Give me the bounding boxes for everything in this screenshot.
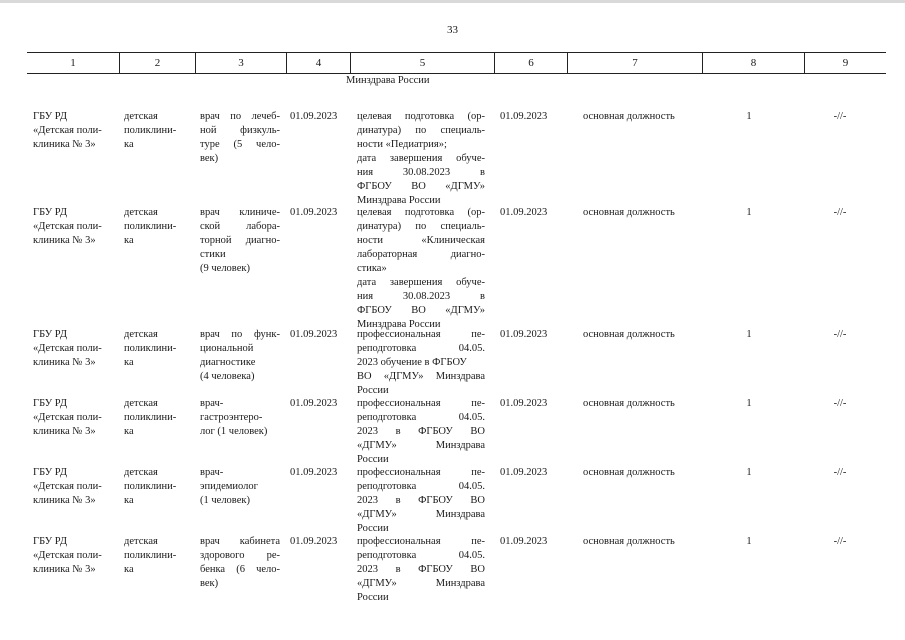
cell-line: врач клиниче- <box>200 207 280 218</box>
cell-line: клиника № 3» <box>33 426 96 437</box>
page-top-edge <box>0 0 905 3</box>
cell-line: ГБУ РД <box>33 329 68 340</box>
cell-line: целевая подготовка (ор- <box>357 111 485 122</box>
cell-line: «ДГМУ» Минздрава <box>357 440 485 451</box>
cell-line: профессиональная пе- <box>357 467 485 478</box>
cell-line: профессиональная пе- <box>357 536 485 547</box>
cell-col-4: 01.09.2023 <box>290 536 338 547</box>
cell-line: ка <box>124 235 134 246</box>
cell-line: (1 человек) <box>200 495 250 506</box>
cell-col-2 <box>124 466 184 508</box>
cell-line: диагностике <box>200 357 256 368</box>
cell-line: 2023 в ФГБОУ ВО <box>357 495 485 506</box>
cell-line: детская <box>124 467 158 478</box>
cell-line: Минздрава России <box>357 195 441 206</box>
cell-line: ка <box>124 357 134 368</box>
cell-col-2 <box>124 397 184 439</box>
header-col-2: 2 <box>119 53 195 73</box>
cell-col-5 <box>357 328 485 398</box>
cell-col-2 <box>124 535 184 577</box>
cell-col-8: 1 <box>746 467 752 478</box>
cell-line: век) <box>200 153 219 164</box>
cell-line: (9 человек) <box>200 263 250 274</box>
cell-line: «ДГМУ» Минздрава <box>357 578 485 589</box>
cell-col-1 <box>33 535 119 577</box>
cell-line: дата завершения обуче- <box>357 277 485 288</box>
cell-line: ГБУ РД <box>33 398 68 409</box>
cell-col-8: 1 <box>746 207 752 218</box>
cell-line: ка <box>124 495 134 506</box>
cell-line: «Детская поли- <box>33 550 102 561</box>
cell-line: клиника № 3» <box>33 564 96 575</box>
cell-line: клиника № 3» <box>33 235 96 246</box>
cell-line: ка <box>124 139 134 150</box>
cell-line: поликлини- <box>124 343 177 354</box>
cell-line: «Детская поли- <box>33 412 102 423</box>
cell-col-7: основная должность <box>583 207 675 218</box>
cell-col-7: основная должность <box>583 329 675 340</box>
cell-line: эпидемиолог <box>200 481 258 492</box>
cell-col-6: 01.09.2023 <box>500 536 548 547</box>
cell-col-1 <box>33 466 119 508</box>
cell-line: дата завершения обуче- <box>357 153 485 164</box>
header-col-1: 1 <box>70 57 76 69</box>
table-header <box>27 52 886 74</box>
cell-line: профессиональная пе- <box>357 398 485 409</box>
cell-line: клиника № 3» <box>33 357 96 368</box>
cell-line: клиника № 3» <box>33 495 96 506</box>
cell-line: детская <box>124 536 158 547</box>
cell-line: ния 30.08.2023 в <box>357 291 485 302</box>
cell-line: врач- <box>200 467 224 478</box>
cell-line: профессиональная пе- <box>357 329 485 340</box>
cell-col-8: 1 <box>746 329 752 340</box>
cell-line: 2023 в ФГБОУ ВО <box>357 564 485 575</box>
cell-line: бенка (6 чело- <box>200 564 280 575</box>
cell-line: стика» <box>357 263 387 274</box>
cell-line: реподготовка 04.05. <box>357 343 485 354</box>
cell-col-2 <box>124 206 184 248</box>
cell-line: ГБУ РД <box>33 207 68 218</box>
cell-col-6: 01.09.2023 <box>500 467 548 478</box>
header-col-7: 7 <box>567 53 702 73</box>
cell-line: детская <box>124 111 158 122</box>
cell-line: ности «Педиатрия»; <box>357 139 447 150</box>
cell-line: ка <box>124 564 134 575</box>
cell-col-2 <box>124 328 184 370</box>
cell-col-2 <box>124 110 184 152</box>
cell-col-1 <box>33 206 119 248</box>
cell-line: торной диагно- <box>200 235 280 246</box>
cell-col-7: основная должность <box>583 536 675 547</box>
cell-line: 2023 обучение в ФГБОУ <box>357 357 467 368</box>
cell-line: целевая подготовка (ор- <box>357 207 485 218</box>
header-col-4: 4 <box>286 53 350 73</box>
cell-line: России <box>357 385 389 396</box>
cell-line: 2023 в ФГБОУ ВО <box>357 426 485 437</box>
cell-line: «ДГМУ» Минздрава <box>357 509 485 520</box>
cell-line: ГБУ РД <box>33 536 68 547</box>
cell-line: «Детская поли- <box>33 481 102 492</box>
cell-line: (4 человека) <box>200 371 255 382</box>
cell-col-4: 01.09.2023 <box>290 398 338 409</box>
cell-line: лог (1 человек) <box>200 426 268 437</box>
cell-line: реподготовка 04.05. <box>357 412 485 423</box>
cell-col-9: -//- <box>833 329 847 340</box>
cell-line: «Детская поли- <box>33 125 102 136</box>
cell-line: врач- <box>200 398 224 409</box>
cell-line: стики <box>200 249 226 260</box>
cell-line: детская <box>124 398 158 409</box>
cell-col-5 <box>357 535 485 605</box>
cell-line: реподготовка 04.05. <box>357 481 485 492</box>
cell-col-6: 01.09.2023 <box>500 398 548 409</box>
cell-col-8: 1 <box>746 536 752 547</box>
cell-line: врач по лечеб- <box>200 111 280 122</box>
cell-line: динатура) по специаль- <box>357 221 485 232</box>
cell-col-5 <box>357 397 485 467</box>
cell-col-7: основная должность <box>583 467 675 478</box>
cell-col-4: 01.09.2023 <box>290 111 338 122</box>
cell-line: врач по функ- <box>200 329 280 340</box>
cell-line: ГБУ РД <box>33 467 68 478</box>
cell-line: врач кабинета <box>200 536 280 547</box>
header-col-5: 5 <box>350 53 494 73</box>
cell-line: циональной <box>200 343 254 354</box>
cell-line: ности «Клиническая <box>357 235 485 246</box>
cell-line: «Детская поли- <box>33 221 102 232</box>
cell-line: России <box>357 592 389 603</box>
cell-col-3 <box>200 466 280 508</box>
cell-col-5 <box>357 206 485 332</box>
cell-col-9: -//- <box>833 398 847 409</box>
cell-line: Минздрава России <box>357 319 441 330</box>
cell-col-1 <box>33 110 119 152</box>
cell-col-4: 01.09.2023 <box>290 207 338 218</box>
cell-line: лабораторная диагно- <box>357 249 485 260</box>
cell-col-9: -//- <box>833 111 847 122</box>
cell-line: ской лабора- <box>200 221 280 232</box>
cell-col-3 <box>200 535 280 591</box>
cell-line: туре (5 чело- <box>200 139 280 150</box>
cell-col-6: 01.09.2023 <box>500 207 548 218</box>
cell-col-1 <box>33 328 119 370</box>
carryover-text: Минздрава России <box>346 75 430 86</box>
cell-line: детская <box>124 207 158 218</box>
cell-line: детская <box>124 329 158 340</box>
cell-col-7: основная должность <box>583 111 675 122</box>
cell-line: ния 30.08.2023 в <box>357 167 485 178</box>
cell-col-4: 01.09.2023 <box>290 329 338 340</box>
page-number: 33 <box>447 24 458 36</box>
cell-line: ФГБОУ ВО «ДГМУ» <box>357 305 485 316</box>
cell-col-3 <box>200 206 280 276</box>
cell-line: России <box>357 523 389 534</box>
cell-col-6: 01.09.2023 <box>500 329 548 340</box>
cell-line: поликлини- <box>124 550 177 561</box>
cell-line: гастроэнтеро- <box>200 412 263 423</box>
header-col-3: 3 <box>195 53 286 73</box>
cell-line: поликлини- <box>124 221 177 232</box>
cell-line: ВО «ДГМУ» Минздрава <box>357 371 485 382</box>
cell-col-3 <box>200 328 280 384</box>
header-col-8: 8 <box>702 53 804 73</box>
cell-line: клиника № 3» <box>33 139 96 150</box>
cell-col-6: 01.09.2023 <box>500 111 548 122</box>
cell-line: здорового ре- <box>200 550 280 561</box>
cell-line: поликлини- <box>124 481 177 492</box>
cell-col-4: 01.09.2023 <box>290 467 338 478</box>
cell-line: ФГБОУ ВО «ДГМУ» <box>357 181 485 192</box>
cell-col-9: -//- <box>833 536 847 547</box>
cell-line: реподготовка 04.05. <box>357 550 485 561</box>
cell-line: динатура) по специаль- <box>357 125 485 136</box>
cell-col-3 <box>200 110 280 166</box>
cell-line: поликлини- <box>124 412 177 423</box>
cell-line: ка <box>124 426 134 437</box>
cell-line: «Детская поли- <box>33 343 102 354</box>
cell-line: век) <box>200 578 219 589</box>
cell-col-8: 1 <box>746 398 752 409</box>
cell-col-9: -//- <box>833 207 847 218</box>
header-col-6: 6 <box>494 53 567 73</box>
cell-col-3 <box>200 397 280 439</box>
cell-col-5 <box>357 110 485 208</box>
cell-line: России <box>357 454 389 465</box>
cell-col-7: основная должность <box>583 398 675 409</box>
cell-line: ГБУ РД <box>33 111 68 122</box>
cell-col-1 <box>33 397 119 439</box>
cell-col-9: -//- <box>833 467 847 478</box>
header-col-9: 9 <box>804 53 886 73</box>
cell-line: поликлини- <box>124 125 177 136</box>
cell-col-5 <box>357 466 485 536</box>
cell-line: ной физкуль- <box>200 125 280 136</box>
cell-col-8: 1 <box>746 111 752 122</box>
